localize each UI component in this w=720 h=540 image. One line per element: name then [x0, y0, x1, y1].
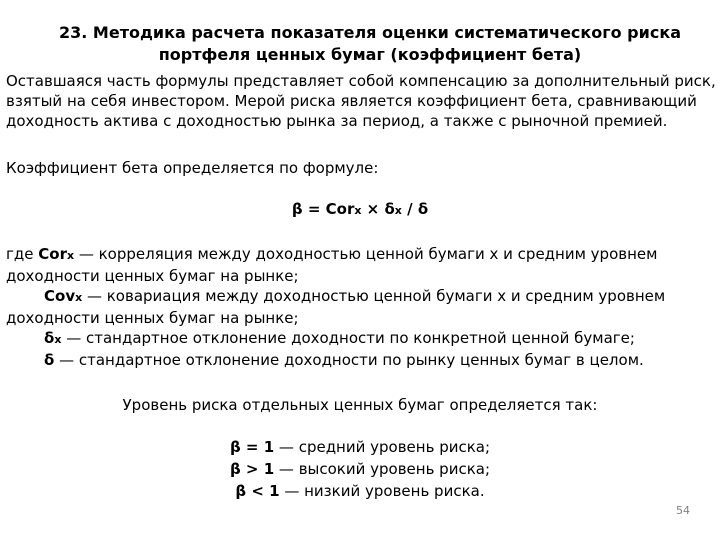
- risk-level-text: — низкий уровень риска.: [279, 482, 485, 500]
- risk-level-item: [0, 436, 720, 458]
- levels-lead: Уровень риска отдельных ценных бумаг определяется так:: [122, 396, 598, 414]
- formula-times: ×: [361, 200, 385, 218]
- definition-cov: [6, 286, 716, 308]
- formula-cor: Cor: [325, 200, 355, 218]
- definition-delta-x-symbol: δ: [44, 329, 55, 347]
- definition-cor-symbol: Cor: [38, 245, 67, 263]
- title-line-1: 23. Методика расчета показателя оценки систематического риска: [59, 23, 681, 42]
- formula-delta-subscript: x: [394, 204, 402, 217]
- intro-line: взятый на себя инвестором. Мерой риска является коэффициент бета, сравнивающий: [6, 92, 697, 110]
- page-number: 54: [676, 504, 690, 517]
- definition-cov-symbol: Cov: [44, 287, 76, 305]
- definition-delta-symbol: δ: [44, 351, 55, 369]
- risk-level-condition: β = 1: [229, 438, 275, 456]
- formula-delta-market: δ: [417, 200, 429, 218]
- intro-line: Оставшаяся часть формулы представляет собой компенсацию за дополнительный риск,: [6, 72, 716, 90]
- definition-cov-text: — ковариация между доходностью ценной бумаги х и средним уровнем: [82, 287, 666, 305]
- formula-lead: Коэффициент бета определяется по формуле:: [6, 159, 379, 177]
- definition-cor: [6, 244, 716, 266]
- definition-delta: [6, 350, 716, 370]
- intro-line: доходность актива с доходностью рынка за период, а также с рыночной премией.: [6, 112, 668, 130]
- risk-level-condition: β < 1: [235, 482, 280, 500]
- risk-level-item: [0, 458, 720, 480]
- definition-cor-cont: доходности ценных бумаг на рынке;: [6, 267, 299, 285]
- definition-delta-x-text: — стандартное отклонение доходности по конкретной ценной бумаге;: [61, 329, 635, 347]
- formula-equals: =: [302, 200, 326, 218]
- definition-cor-subscript: x: [66, 249, 75, 262]
- definition-cov-subscript: x: [75, 291, 83, 304]
- formula-divide: /: [401, 200, 418, 218]
- definitions: [6, 244, 716, 370]
- risk-level-condition: β > 1: [229, 460, 275, 478]
- definition-cov-cont: доходности ценных бумаг на рынке;: [6, 309, 299, 327]
- slide-title: [30, 22, 710, 66]
- risk-level-text: — средний уровень риска;: [274, 438, 491, 456]
- definition-delta-x: [6, 328, 716, 350]
- intro-paragraph: [6, 71, 716, 131]
- title-line-2: портфеля ценных бумаг (коэффициент бета): [158, 45, 582, 64]
- formula-delta: δ: [384, 200, 395, 218]
- risk-level-item: [0, 480, 720, 502]
- formula-cor-subscript: x: [354, 204, 362, 217]
- risk-level-text: — высокий уровень риска;: [274, 460, 491, 478]
- beta-formula: [0, 199, 720, 221]
- definition-delta-x-subscript: x: [54, 333, 62, 346]
- risk-levels: [0, 436, 720, 502]
- formula-beta: β: [291, 200, 303, 218]
- definition-delta-text: — стандартное отклонение доходности по рынку ценных бумаг в целом.: [54, 351, 644, 369]
- definition-cor-text: — корреляция между доходностью ценной бумаги х и средним уровнем: [74, 245, 658, 263]
- definition-prefix: где: [6, 245, 39, 263]
